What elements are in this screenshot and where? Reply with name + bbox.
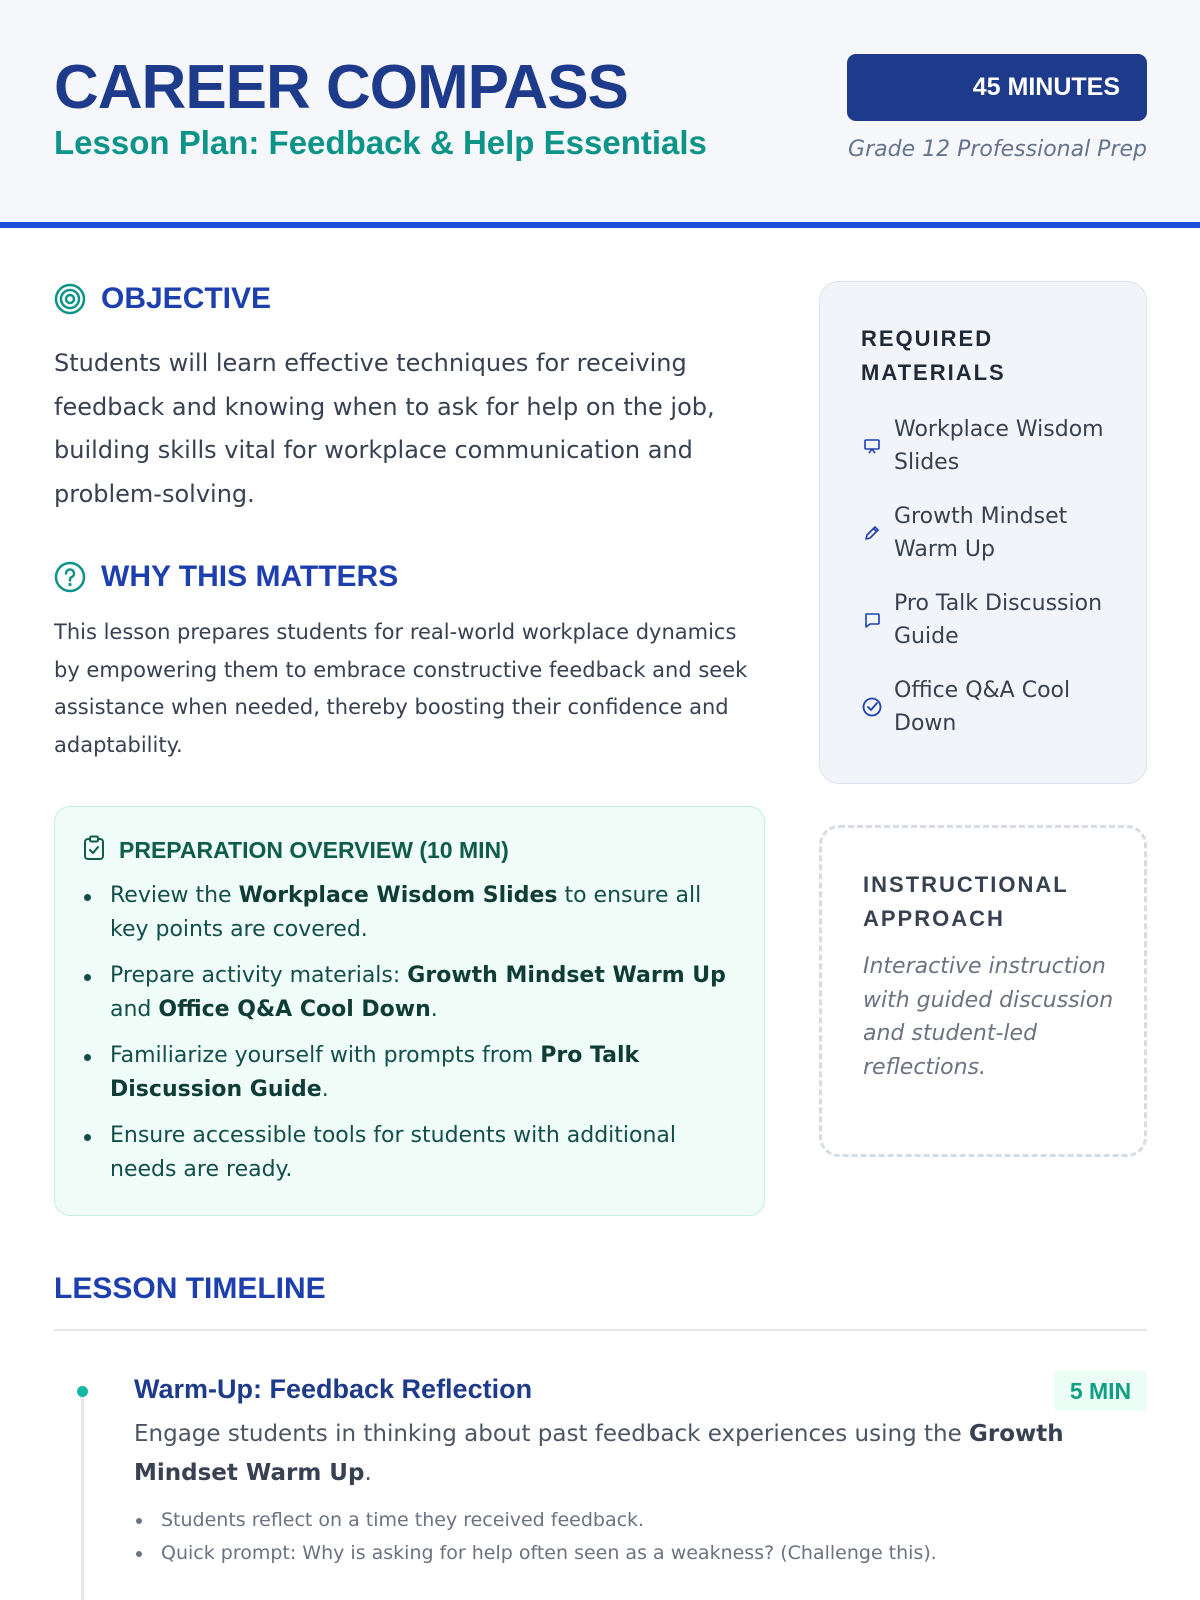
material-label: Growth Mindset Warm Up xyxy=(894,504,1068,562)
question-circle-icon xyxy=(54,561,86,593)
list-item: Review the Workplace Wisdom Slides to ensure all key points are covered. xyxy=(84,879,744,946)
why-text: This lesson prepares students for real-world workplace dynamics by empowering them to embrace constructive feedback and seek assistance when needed, thereby boosting their confidence and adaptability. xyxy=(54,620,748,757)
objective-heading xyxy=(54,282,271,316)
why-heading xyxy=(54,560,398,594)
preparation-heading xyxy=(83,835,509,865)
preparation-box xyxy=(54,806,765,1216)
list-item: Ensure accessible tools for students with additional needs are ready. xyxy=(84,1119,744,1186)
material-item xyxy=(861,587,1131,653)
preparation-title: PREPARATION OVERVIEW (10 MIN) xyxy=(119,836,509,863)
objective-title: OBJECTIVE xyxy=(101,282,272,315)
objective-text: Students will learn effective techniques for receiving feedback and knowing when to ask for help on the job, building skills vital for workplace communication and problem-solving. xyxy=(54,349,715,508)
required-materials-card xyxy=(819,281,1147,784)
preparation-list xyxy=(84,879,744,1199)
material-label: Workplace Wisdom Slides xyxy=(894,417,1104,475)
duration-badge: 45 MINUTES xyxy=(847,54,1147,121)
material-item xyxy=(861,500,1131,566)
list-item: Students reflect on a time they received feedback. xyxy=(134,1504,1134,1537)
presentation-icon xyxy=(861,435,883,457)
material-item xyxy=(861,674,1131,740)
pencil-icon xyxy=(861,522,883,544)
list-item: Familiarize yourself with prompts from Pro Talk Discussion Guide. xyxy=(84,1039,744,1106)
header xyxy=(0,0,1200,228)
timeline-duration-badge: 5 MIN xyxy=(1054,1371,1147,1411)
list-item: Prepare activity materials: Growth Mindset Warm Up and Office Q&A Cool Down. xyxy=(84,959,744,1026)
material-item xyxy=(861,413,1131,479)
material-label: Pro Talk Discussion Guide xyxy=(894,591,1103,649)
list-item: Quick prompt: Why is asking for help often seen as a weakness? (Challenge this). xyxy=(134,1537,1134,1570)
timeline-dot xyxy=(77,1386,88,1397)
timeline-title: LESSON TIMELINE xyxy=(54,1272,326,1305)
timeline-item-description: Engage students in thinking about past feedback experiences using the Growth Mindset Warm Up. xyxy=(134,1421,1064,1486)
approach-title: INSTRUCTIONAL APPROACH xyxy=(863,872,1069,931)
material-label: Office Q&A Cool Down xyxy=(894,678,1071,736)
why-title: WHY THIS MATTERS xyxy=(101,560,399,593)
lesson-subtitle: Lesson Plan: Feedback & Help Essentials xyxy=(54,124,707,161)
timeline-item-bullets xyxy=(134,1504,1134,1570)
timeline-item-title: Warm-Up: Feedback Reflection xyxy=(134,1374,533,1404)
check-circle-icon xyxy=(861,696,883,718)
timeline-divider xyxy=(54,1329,1147,1331)
instructional-approach-card xyxy=(819,825,1147,1157)
materials-title: REQUIRED MATERIALS xyxy=(861,326,1006,385)
approach-text: Interactive instruction with guided discussion and student-led reflections. xyxy=(863,954,1114,1080)
brand-title: CAREER COMPASS xyxy=(54,53,628,122)
timeline-line xyxy=(81,1392,84,1600)
grade-label: Grade 12 Professional Prep xyxy=(848,137,1147,162)
chat-bubble-icon xyxy=(861,609,883,631)
target-icon xyxy=(54,283,86,315)
materials-list xyxy=(861,413,1131,761)
clipboard-check-icon xyxy=(83,835,105,865)
